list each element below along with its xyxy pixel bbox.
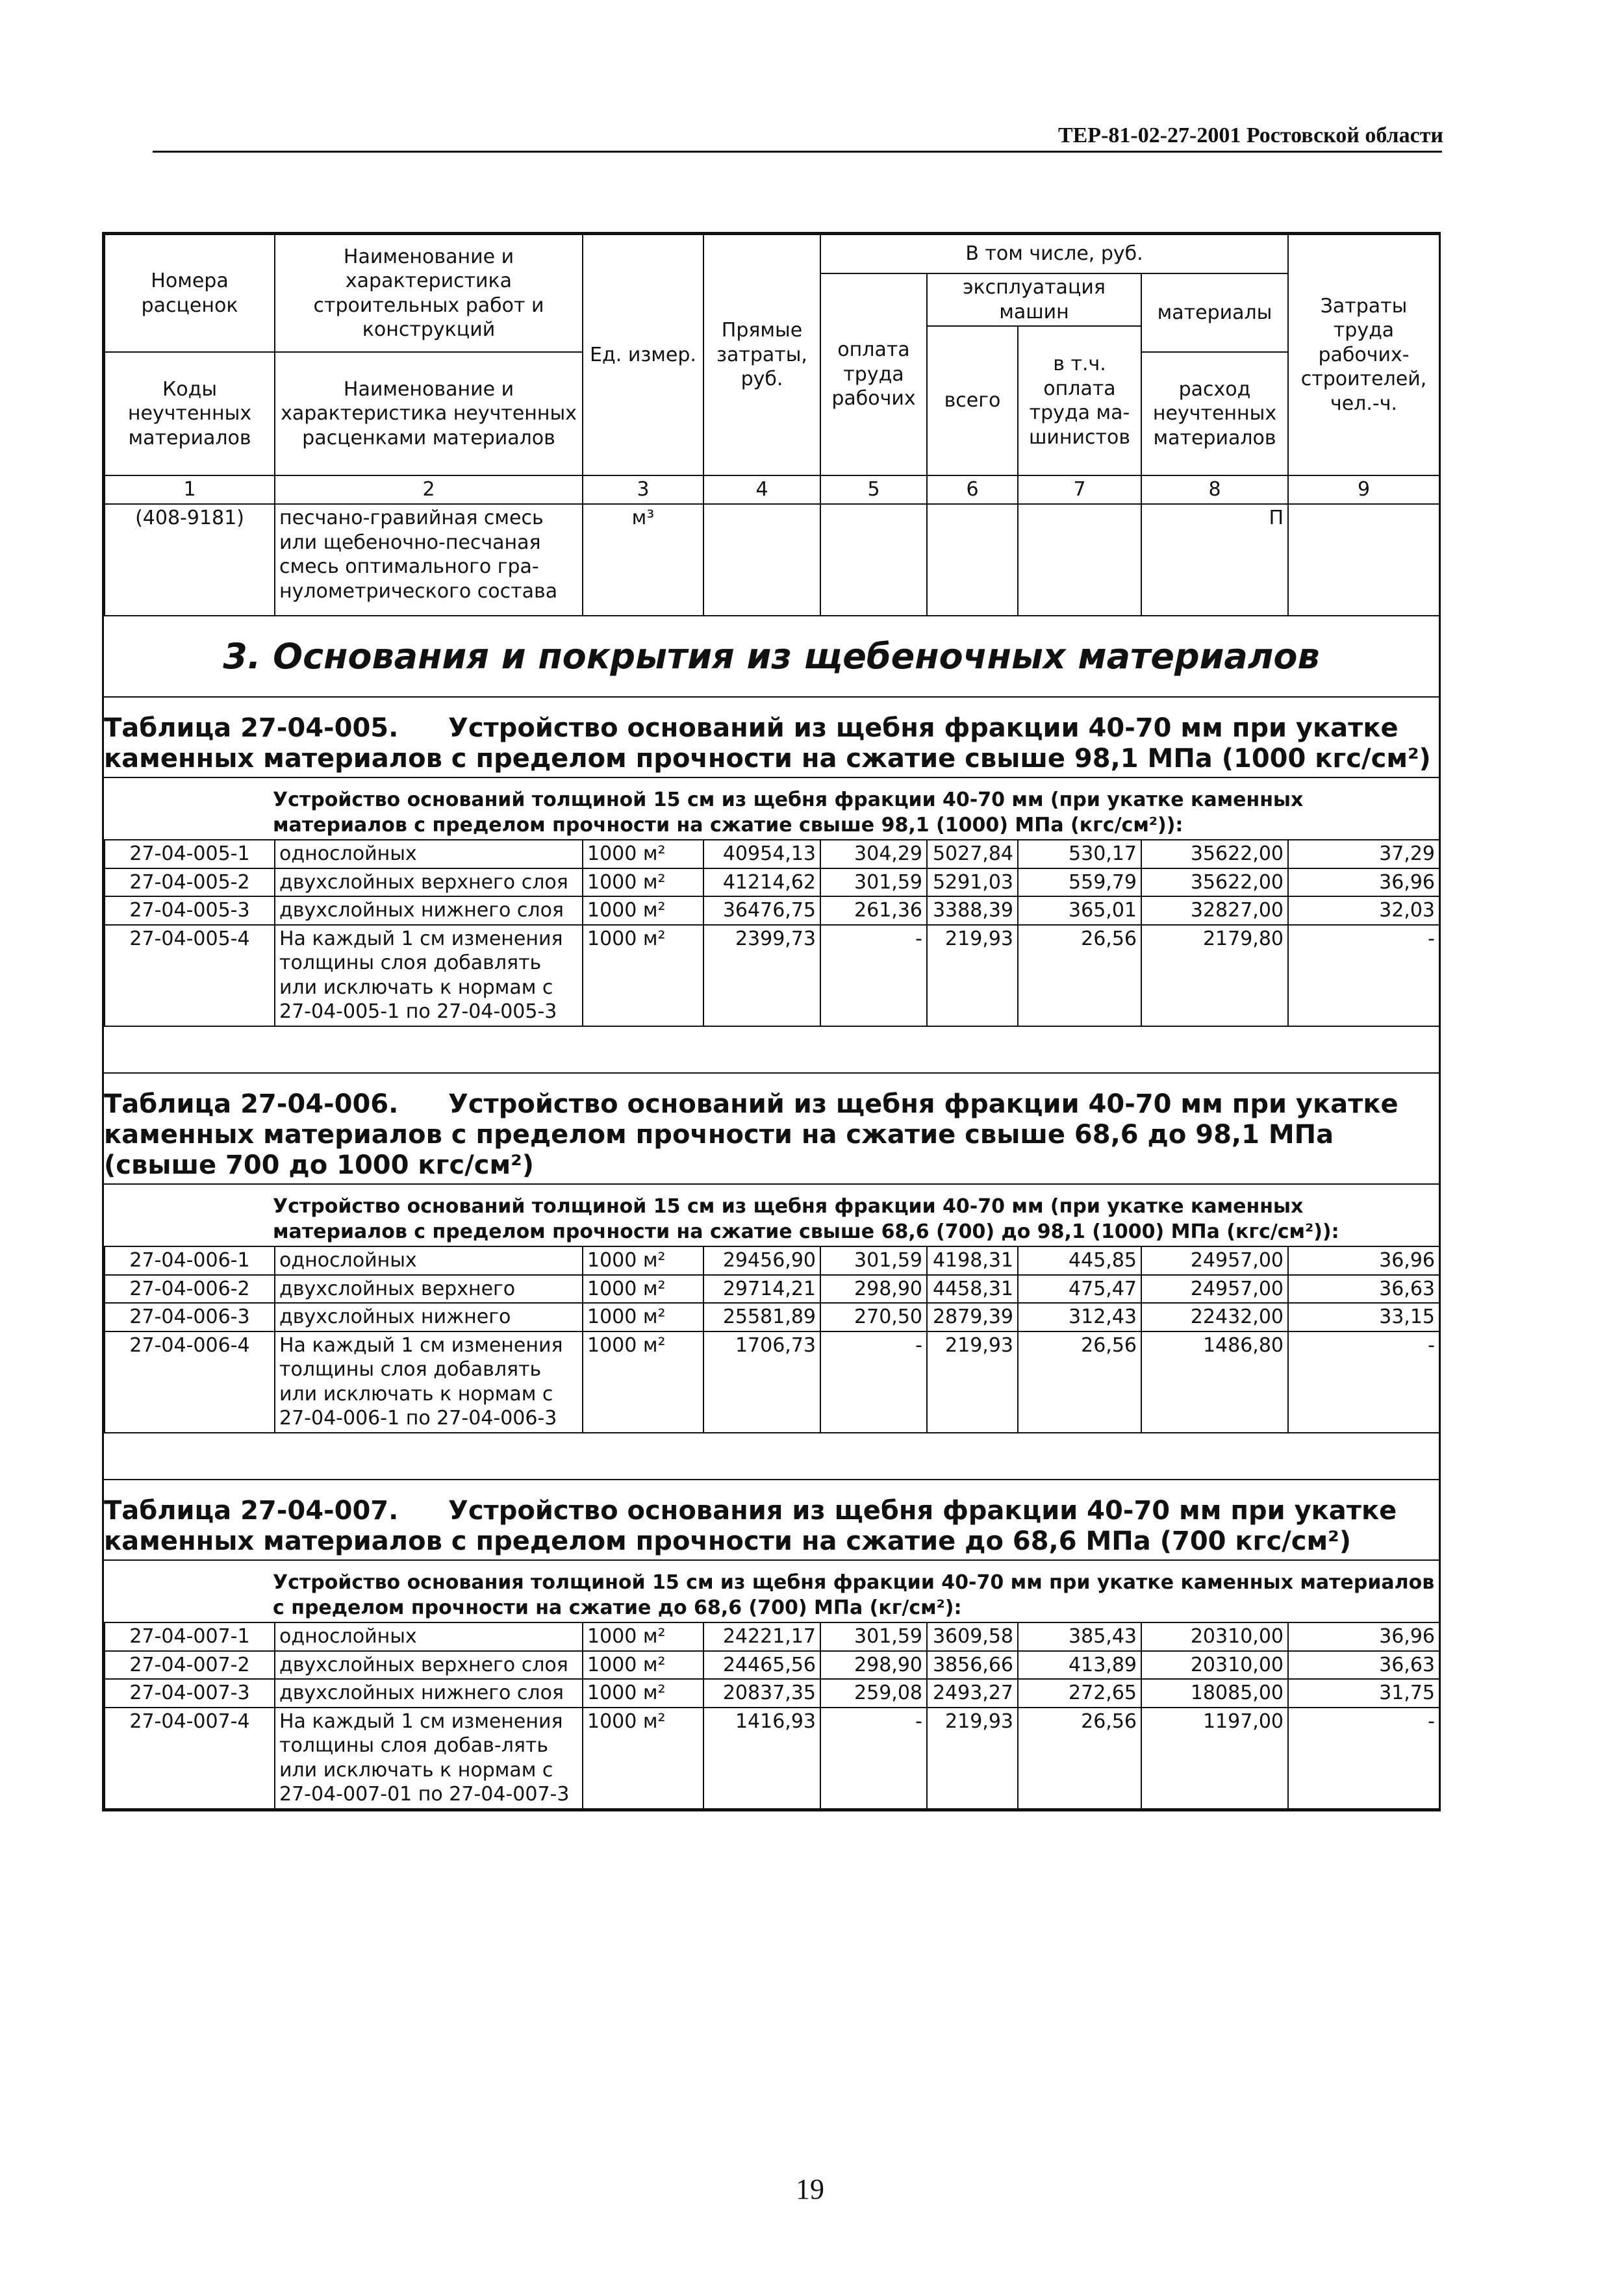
rate-code: 27-04-007-2 bbox=[105, 1651, 275, 1680]
col-number: 8 bbox=[1141, 475, 1288, 504]
header-material-name: Наименование и характеристика неучтенных расценками материалов bbox=[275, 352, 583, 475]
rate-code: 27-04-005-1 bbox=[105, 840, 275, 868]
rate-code: 27-04-007-4 bbox=[105, 1708, 275, 1809]
materials-cost: 32827,00 bbox=[1141, 896, 1288, 925]
materials-cost: 24957,00 bbox=[1141, 1275, 1288, 1304]
rate-tables bbox=[104, 696, 1439, 1810]
table-spacer bbox=[104, 1433, 1439, 1479]
header-direct-costs: Прямые затраты, руб. bbox=[703, 234, 820, 475]
rate-code: 27-04-005-3 bbox=[105, 896, 275, 925]
column-header-table bbox=[104, 234, 1440, 616]
rate-name: однослойных bbox=[275, 1246, 583, 1275]
col-number: 6 bbox=[927, 475, 1018, 504]
table-row bbox=[105, 1679, 1439, 1708]
labor-hours: - bbox=[1288, 1331, 1439, 1433]
operator-pay: 365,01 bbox=[1018, 896, 1141, 925]
table-caption: Устройство оснований из щебня фракции 40-70 мм при укатке каменных материалов с пределом прочности на сжатие свыше 98,1 МПа (1000 кгс/см²) bbox=[104, 713, 1431, 774]
labor-hours: 33,15 bbox=[1288, 1303, 1439, 1331]
materials-cost: 35622,00 bbox=[1141, 868, 1288, 897]
material-name: песчано-гравийная смесь или щебеночно-песчаная смесь оптимального гра-нулометрического состава bbox=[275, 504, 583, 616]
rate-code: 27-04-006-3 bbox=[105, 1303, 275, 1331]
rate-unit: 1000 м² bbox=[583, 1303, 703, 1331]
machines-total: 219,93 bbox=[927, 1331, 1018, 1433]
rate-code: 27-04-005-4 bbox=[105, 925, 275, 1026]
section-title: 3. Основания и покрытия из щебеночных материалов bbox=[223, 636, 1320, 677]
machines-total: 4198,31 bbox=[927, 1246, 1018, 1275]
col-number: 3 bbox=[583, 475, 703, 504]
table-row bbox=[105, 925, 1439, 1026]
operator-pay: 26,56 bbox=[1018, 1331, 1141, 1433]
rate-unit: 1000 м² bbox=[583, 1708, 703, 1809]
table-row bbox=[105, 1303, 1439, 1331]
rate-name: На каждый 1 см изменения толщины слоя добавлять или исключать к нормам с 27-04-005-1 по 27-04-005-3 bbox=[275, 925, 583, 1026]
direct-costs: 41214,62 bbox=[703, 868, 820, 897]
header-rule bbox=[153, 151, 1442, 153]
document-code: ТЕР-81-02-27-2001 Ростовской области bbox=[1057, 123, 1443, 147]
header-rate-numbers: Номера расценок bbox=[105, 234, 275, 352]
rate-name: двухслойных нижнего bbox=[275, 1303, 583, 1331]
rate-code: 27-04-006-4 bbox=[105, 1331, 275, 1433]
table-row bbox=[105, 1275, 1439, 1304]
page-number: 19 bbox=[796, 2173, 824, 2205]
worker-pay: 261,36 bbox=[820, 896, 927, 925]
worker-pay: 304,29 bbox=[820, 840, 927, 868]
rate-code: 27-04-005-2 bbox=[105, 868, 275, 897]
header-worker-pay: оплата труда рабочих bbox=[820, 273, 927, 475]
material-mark: П bbox=[1141, 504, 1288, 616]
worker-pay: - bbox=[820, 925, 927, 1026]
worker-pay: 298,90 bbox=[820, 1651, 927, 1680]
rate-unit: 1000 м² bbox=[583, 1275, 703, 1304]
operator-pay: 385,43 bbox=[1018, 1622, 1141, 1651]
materials-cost: 35622,00 bbox=[1141, 840, 1288, 868]
material-code: (408-9181) bbox=[105, 504, 275, 616]
rate-unit: 1000 м² bbox=[583, 840, 703, 868]
header-including: В том числе, руб. bbox=[820, 234, 1288, 273]
worker-pay: 259,08 bbox=[820, 1679, 927, 1708]
direct-costs: 1416,93 bbox=[703, 1708, 820, 1809]
direct-costs: 29456,90 bbox=[703, 1246, 820, 1275]
table-row bbox=[105, 1651, 1439, 1680]
rate-table-block bbox=[104, 1072, 1439, 1479]
table-number: Таблица 27-04-005. bbox=[104, 713, 399, 743]
operator-pay: 272,65 bbox=[1018, 1679, 1141, 1708]
labor-hours: 36,63 bbox=[1288, 1275, 1439, 1304]
col-number: 4 bbox=[703, 475, 820, 504]
rate-unit: 1000 м² bbox=[583, 1622, 703, 1651]
labor-hours: 36,96 bbox=[1288, 1622, 1439, 1651]
labor-hours: 31,75 bbox=[1288, 1679, 1439, 1708]
labor-hours: 36,63 bbox=[1288, 1651, 1439, 1680]
materials-cost: 18085,00 bbox=[1141, 1679, 1288, 1708]
materials-cost: 2179,80 bbox=[1141, 925, 1288, 1026]
direct-costs: 1706,73 bbox=[703, 1331, 820, 1433]
materials-cost: 20310,00 bbox=[1141, 1622, 1288, 1651]
rates-sheet bbox=[102, 232, 1441, 1811]
operator-pay: 312,43 bbox=[1018, 1303, 1141, 1331]
col-number: 2 bbox=[275, 475, 583, 504]
table-spacer bbox=[104, 1027, 1439, 1072]
header-material-codes: Коды неучтенных материалов bbox=[105, 352, 275, 475]
operator-pay: 530,17 bbox=[1018, 840, 1141, 868]
direct-costs: 25581,89 bbox=[703, 1303, 820, 1331]
operator-pay: 413,89 bbox=[1018, 1651, 1141, 1680]
worker-pay: 301,59 bbox=[820, 1246, 927, 1275]
machines-total: 219,93 bbox=[927, 1708, 1018, 1809]
operator-pay: 475,47 bbox=[1018, 1275, 1141, 1304]
machines-total: 5027,84 bbox=[927, 840, 1018, 868]
machines-total: 2493,27 bbox=[927, 1679, 1018, 1708]
rate-name: двухслойных нижнего слоя bbox=[275, 896, 583, 925]
machines-total: 219,93 bbox=[927, 925, 1018, 1026]
table-caption: Устройство основания из щебня фракции 40-70 мм при укатке каменных материалов с пределом прочности на сжатие до 68,6 МПа (700 кгс/см²) bbox=[104, 1495, 1397, 1557]
col-number: 7 bbox=[1018, 475, 1141, 504]
table-title bbox=[104, 698, 1439, 777]
table-number: Таблица 27-04-006. bbox=[104, 1089, 399, 1119]
header-machines-total: всего bbox=[927, 326, 1018, 475]
machines-total: 4458,31 bbox=[927, 1275, 1018, 1304]
rate-unit: 1000 м² bbox=[583, 1246, 703, 1275]
rate-table bbox=[104, 1246, 1440, 1433]
rate-table-block bbox=[104, 696, 1439, 1072]
worker-pay: - bbox=[820, 1708, 927, 1809]
worker-pay: 298,90 bbox=[820, 1275, 927, 1304]
rate-name: На каждый 1 см изменения толщины слоя добав-лять или исключать к нормам с 27-04-007-01 по 27-04-007-3 bbox=[275, 1708, 583, 1809]
table-row bbox=[105, 1622, 1439, 1651]
rate-unit: 1000 м² bbox=[583, 925, 703, 1026]
worker-pay: 301,59 bbox=[820, 1622, 927, 1651]
col-number: 5 bbox=[820, 475, 927, 504]
rate-code: 27-04-007-3 bbox=[105, 1679, 275, 1708]
direct-costs: 29714,21 bbox=[703, 1275, 820, 1304]
header-operator-pay: в т.ч. оплата труда ма-шинистов bbox=[1018, 326, 1141, 475]
table-row bbox=[105, 1708, 1439, 1809]
table-title bbox=[104, 1074, 1439, 1184]
materials-cost: 1197,00 bbox=[1141, 1708, 1288, 1809]
table-row bbox=[105, 840, 1439, 868]
rate-code: 27-04-007-1 bbox=[105, 1622, 275, 1651]
rate-table bbox=[104, 839, 1440, 1027]
rate-name: двухслойных верхнего bbox=[275, 1275, 583, 1304]
labor-hours: 32,03 bbox=[1288, 896, 1439, 925]
table-row bbox=[105, 1331, 1439, 1433]
table-title bbox=[104, 1480, 1439, 1559]
header-machines: эксплуатация машин bbox=[927, 273, 1141, 326]
direct-costs: 24465,56 bbox=[703, 1651, 820, 1680]
table-subheading: Устройство основания толщиной 15 см из щебня фракции 40-70 мм при укатке каменных материалов с пределом прочности на сжатие до 68,6 (700) МПа (кг/см²): bbox=[104, 1559, 1439, 1622]
material-unit: м³ bbox=[583, 504, 703, 616]
worker-pay: 270,50 bbox=[820, 1303, 927, 1331]
rate-name: однослойных bbox=[275, 840, 583, 868]
direct-costs: 36476,75 bbox=[703, 896, 820, 925]
material-row bbox=[105, 504, 1439, 616]
table-subheading: Устройство оснований толщиной 15 см из щебня фракции 40-70 мм (при укатке каменных материалов с пределом прочности на сжатие свыше 98,1 (1000) МПа (кгс/см²)): bbox=[104, 777, 1439, 839]
labor-hours: 36,96 bbox=[1288, 868, 1439, 897]
rate-table-block bbox=[104, 1479, 1439, 1810]
rate-name: двухслойных верхнего слоя bbox=[275, 1651, 583, 1680]
materials-cost: 1486,80 bbox=[1141, 1331, 1288, 1433]
table-row bbox=[105, 896, 1439, 925]
materials-cost: 20310,00 bbox=[1141, 1651, 1288, 1680]
operator-pay: 445,85 bbox=[1018, 1246, 1141, 1275]
table-row bbox=[105, 868, 1439, 897]
labor-hours: - bbox=[1288, 1708, 1439, 1809]
header-labor-hours: Затраты труда рабочих-строителей, чел.-ч. bbox=[1288, 234, 1439, 475]
direct-costs: 20837,35 bbox=[703, 1679, 820, 1708]
operator-pay: 559,79 bbox=[1018, 868, 1141, 897]
rate-code: 27-04-006-2 bbox=[105, 1275, 275, 1304]
machines-total: 2879,39 bbox=[927, 1303, 1018, 1331]
labor-hours: - bbox=[1288, 925, 1439, 1026]
header-work-name: Наименование и характеристика строительных работ и конструкций bbox=[275, 234, 583, 352]
labor-hours: 37,29 bbox=[1288, 840, 1439, 868]
direct-costs: 40954,13 bbox=[703, 840, 820, 868]
materials-cost: 24957,00 bbox=[1141, 1246, 1288, 1275]
rate-unit: 1000 м² bbox=[583, 1679, 703, 1708]
rate-unit: 1000 м² bbox=[583, 896, 703, 925]
header-unaccounted-materials: расход неучтенных материалов bbox=[1141, 352, 1288, 475]
rate-name: На каждый 1 см изменения толщины слоя добавлять или исключать к нормам с 27-04-006-1 по 27-04-006-3 bbox=[275, 1331, 583, 1433]
direct-costs: 24221,17 bbox=[703, 1622, 820, 1651]
table-number: Таблица 27-04-007. bbox=[104, 1495, 399, 1526]
col-number: 1 bbox=[105, 475, 275, 504]
materials-cost: 22432,00 bbox=[1141, 1303, 1288, 1331]
table-row bbox=[105, 1246, 1439, 1275]
machines-total: 3388,39 bbox=[927, 896, 1018, 925]
col-number: 9 bbox=[1288, 475, 1439, 504]
labor-hours: 36,96 bbox=[1288, 1246, 1439, 1275]
table-caption: Устройство оснований из щебня фракции 40-70 мм при укатке каменных материалов с пределом прочности на сжатие свыше 68,6 до 98,1 МПа (свыше 700 до 1000 кгс/см²) bbox=[104, 1089, 1399, 1181]
machines-total: 3609,58 bbox=[927, 1622, 1018, 1651]
worker-pay: - bbox=[820, 1331, 927, 1433]
header-materials: материалы bbox=[1141, 273, 1288, 352]
table-subheading: Устройство оснований толщиной 15 см из щебня фракции 40-70 мм (при укатке каменных материалов с пределом прочности на сжатие свыше 68,6 (700) до 98,1 (1000) МПа (кгс/см²)): bbox=[104, 1183, 1439, 1246]
rate-unit: 1000 м² bbox=[583, 1331, 703, 1433]
rate-code: 27-04-006-1 bbox=[105, 1246, 275, 1275]
machines-total: 3856,66 bbox=[927, 1651, 1018, 1680]
worker-pay: 301,59 bbox=[820, 868, 927, 897]
machines-total: 5291,03 bbox=[927, 868, 1018, 897]
rate-name: двухслойных верхнего слоя bbox=[275, 868, 583, 897]
operator-pay: 26,56 bbox=[1018, 925, 1141, 1026]
rate-name: двухслойных нижнего слоя bbox=[275, 1679, 583, 1708]
header-unit: Ед. измер. bbox=[583, 234, 703, 475]
rate-table bbox=[104, 1622, 1440, 1810]
rate-name: однослойных bbox=[275, 1622, 583, 1651]
operator-pay: 26,56 bbox=[1018, 1708, 1141, 1809]
rate-unit: 1000 м² bbox=[583, 1651, 703, 1680]
direct-costs: 2399,73 bbox=[703, 925, 820, 1026]
rate-unit: 1000 м² bbox=[583, 868, 703, 897]
